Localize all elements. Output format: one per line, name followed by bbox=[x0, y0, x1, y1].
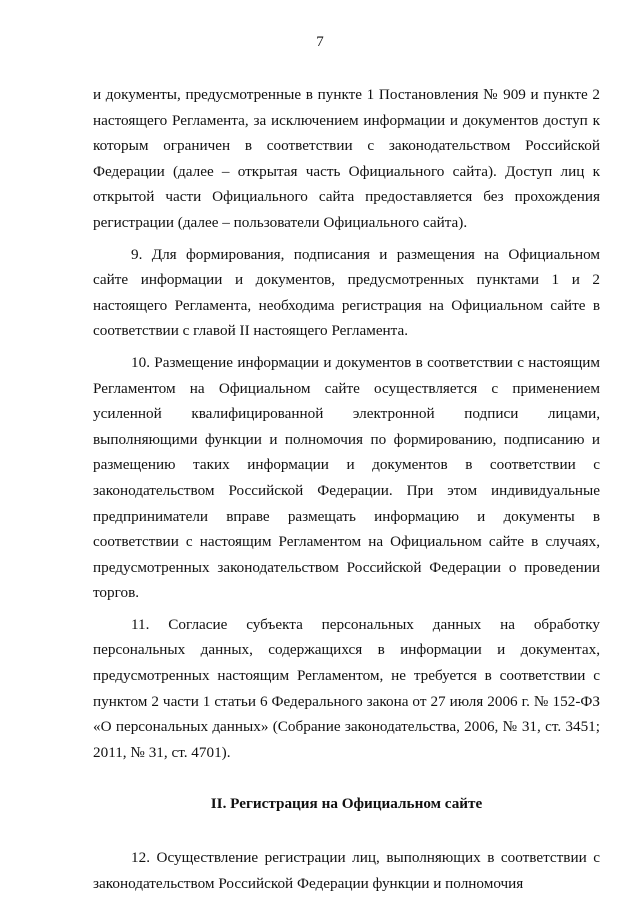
paragraph-11: 11. Согласие субъекта персональных данных на обработку персональных данных, содержащихся в информации и документах, предусмотренных настоящим Регламентом, не требуется в соответствии с пунктом 2 части 1 статьи 6 Федерального закона от 27 июля 2006 г. № 152-ФЗ «О персональных данных» (Собрание законодательства, 2006, № 31, ст. 3451; 2011, № 31, ст. 4701). bbox=[93, 615, 600, 761]
paragraph-10: 10. Размещение информации и документов в соответствии с настоящим Регламентом на Официальном сайте осуществляется с применением усиленной квалифицированной электронной подписи лицами, выполняющими функции и полномочия по формированию, подписанию и размещению таких информации и документов в соответствии с законодательством Российской Федерации. При этом индивидуальные предприниматели вправе размещать информацию и документы в соответствии с настоящим Регламентом на Официальном сайте в случаях, предусмотренных законодательством Российской Федерации о проведении торгов. bbox=[93, 353, 600, 602]
page-number: 7 bbox=[316, 34, 324, 50]
section-heading: II. Регистрация на Официальном сайте bbox=[210, 795, 483, 813]
document-body bbox=[93, 82, 600, 902]
paragraph-continuation: и документы, предусмотренные в пункте 1 Постановления № 909 и пункте 2 настоящего Регламента, за исключением информации и документов доступ к которым ограничен в соответствии с законодательством Российской Федерации (далее – открытая часть Официального сайта). Доступ лиц к открытой части Официального сайта предоставляется без прохождения регистрации (далее – пользователи Официального сайта). bbox=[93, 86, 600, 231]
paragraph-9: 9. Для формирования, подписания и размещения на Официальном сайте информации и документов, предусмотренных пунктами 1 и 2 настоящего Регламента, необходима регистрация на Официальном сайте в соответствии с главой II настоящего Регламента. bbox=[93, 245, 600, 340]
paragraph-12: 12. Осуществление регистрации лиц, выполняющих в соответствии с законодательством Российской Федерации функции и полномочия bbox=[93, 849, 600, 892]
